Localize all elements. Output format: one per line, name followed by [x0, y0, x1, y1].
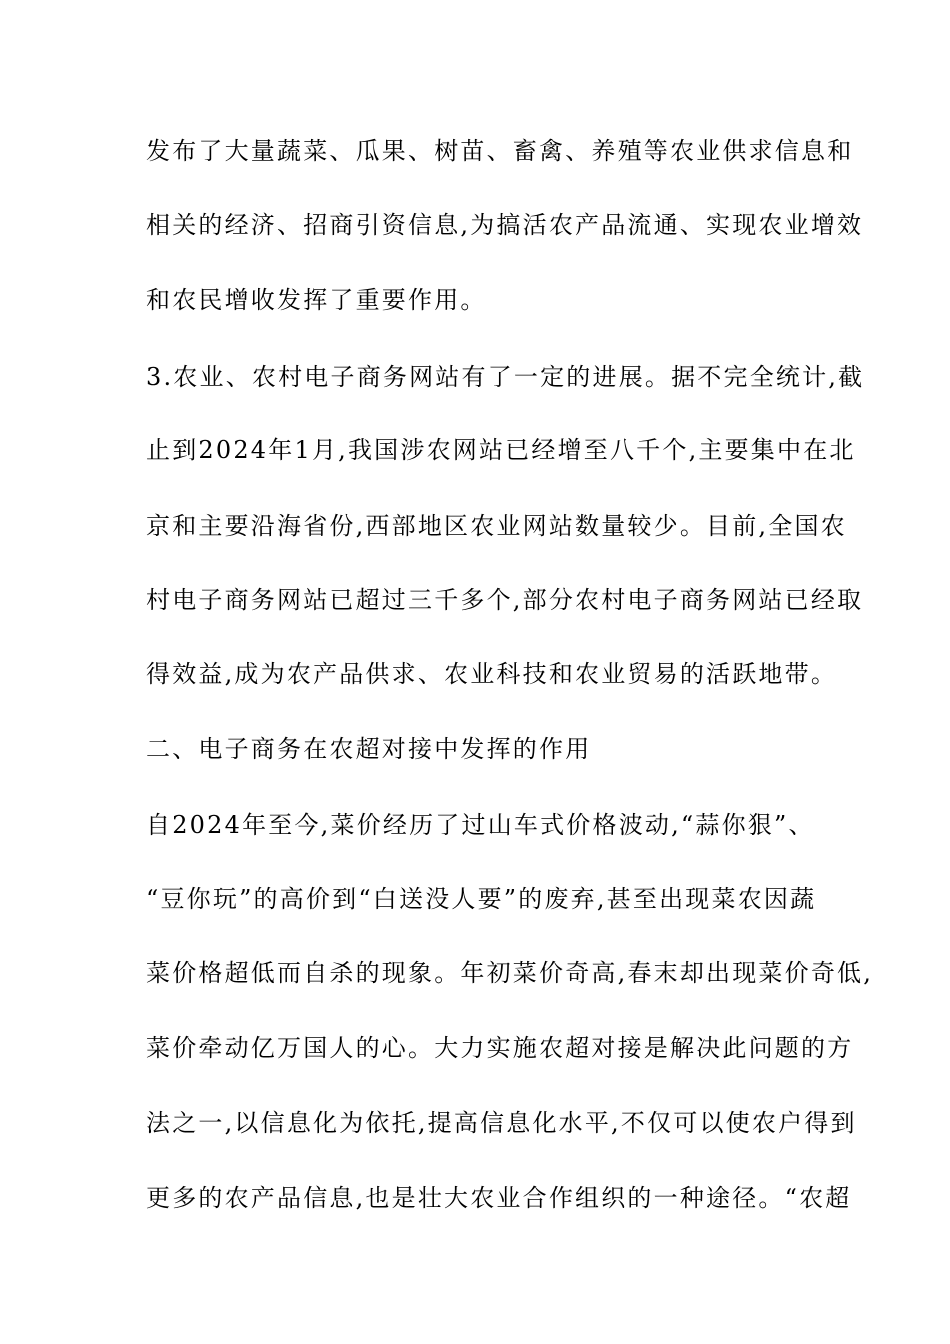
paragraph-line: 止到2024年1月,我国涉农网站已经增至八千个,主要集中在北 — [146, 436, 856, 464]
paragraph-line: 京和主要沿海省份,西部地区农业网站数量较少。目前,全国农 — [146, 512, 847, 540]
paragraph-line: “豆你玩”的高价到“白送没人要”的废弃,甚至出现菜农因蔬 — [146, 885, 817, 913]
paragraph-line: 相关的经济、招商引资信息,为搞活农产品流通、实现农业增效 — [146, 211, 864, 239]
paragraph-line: 发布了大量蔬菜、瓜果、树苗、畜禽、养殖等农业供求信息和 — [146, 137, 854, 165]
paragraph-line: 3.农业、农村电子商务网站有了一定的进展。据不完全统计,截 — [146, 363, 865, 391]
paragraph-line: 菜价牵动亿万国人的心。大力实施农超对接是解决此问题的方 — [146, 1034, 854, 1062]
paragraph-line: 村电子商务网站已超过三千多个,部分农村电子商务网站已经取 — [146, 586, 864, 614]
paragraph-line: 和农民增收发挥了重要作用。 — [146, 286, 487, 314]
paragraph-line: 菜价格超低而自杀的现象。年初菜价奇高,春末却出现菜价奇低, — [146, 959, 874, 987]
paragraph-line: 更多的农产品信息,也是壮大农业合作组织的一种途径。“农超 — [146, 1184, 852, 1212]
paragraph-line: 自2024年至今,菜价经历了过山车式价格波动,“蒜你狠”、 — [146, 811, 815, 839]
paragraph-line: 得效益,成为农产品供求、农业科技和农业贸易的活跃地带。 — [146, 660, 838, 688]
section-heading: 二、电子商务在农超对接中发挥的作用 — [146, 735, 592, 763]
paragraph-line: 法之一,以信息化为依托,提高信息化水平,不仅可以使农户得到 — [146, 1109, 857, 1137]
